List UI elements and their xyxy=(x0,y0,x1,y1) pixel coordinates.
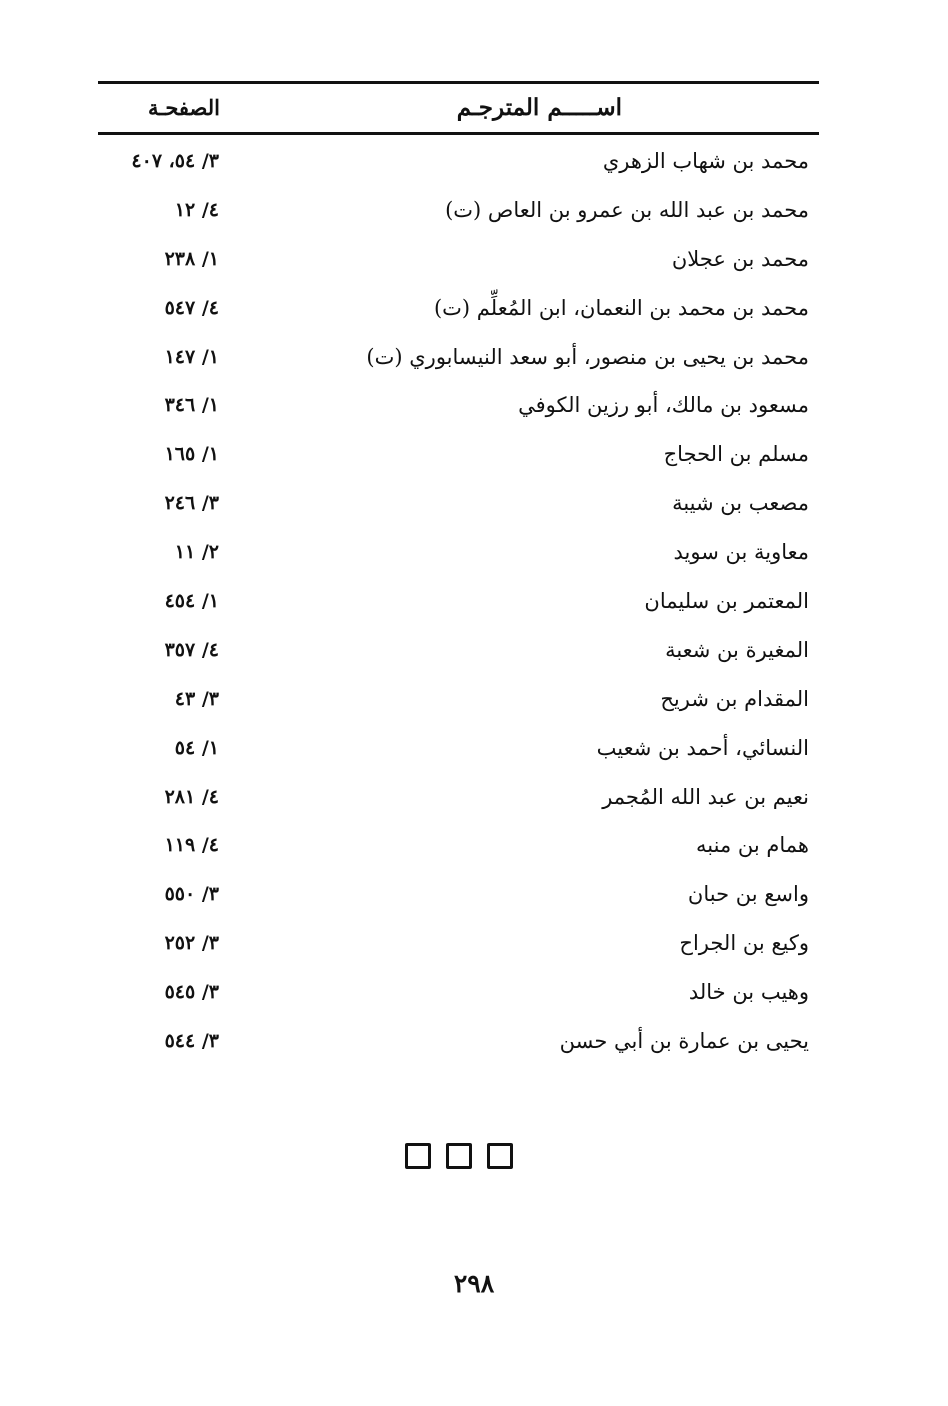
entry-name: نعيم بن عبد الله المُجمر xyxy=(602,784,809,809)
entry-page-reference: ١/ ١٦٥ xyxy=(164,443,219,466)
list-item xyxy=(98,920,819,969)
square-ornament-icon xyxy=(487,1143,513,1169)
entry-page-reference: ١/ ٤٥٤ xyxy=(164,590,219,613)
entry-name: محمد بن عبد الله بن عمرو بن العاص (ت) xyxy=(445,197,809,222)
entry-page-reference: ٣/ ٤٣ xyxy=(174,687,219,710)
list-item xyxy=(98,822,819,871)
entry-name: النسائي، أحمد بن شعيب xyxy=(596,735,809,760)
entry-name: همام بن منبه xyxy=(696,833,809,858)
entry-name: المغيرة بن شعبة xyxy=(665,637,809,662)
entry-name: وكيع بن الجراح xyxy=(679,931,809,956)
list-item xyxy=(98,676,819,725)
entry-name: المعتمر بن سليمان xyxy=(644,589,809,614)
entry-name: يحيى بن عمارة بن أبي حسن xyxy=(559,1029,809,1054)
name-column-header: اســـــم المترجـم xyxy=(456,94,622,121)
list-item xyxy=(98,529,819,578)
entry-name: مسعود بن مالك، أبو رزين الكوفي xyxy=(518,393,809,418)
top-rule xyxy=(98,81,819,84)
list-item xyxy=(98,774,819,823)
list-item xyxy=(98,138,819,187)
entry-page-reference: ٣/ ٥٤٤ xyxy=(164,1030,219,1053)
entry-page-reference: ٤/ ٣٥٧ xyxy=(164,638,219,661)
list-item xyxy=(98,285,819,334)
square-ornament-icon xyxy=(446,1143,472,1169)
entry-page-reference: ١/ ٥٤ xyxy=(174,736,219,759)
list-item xyxy=(98,480,819,529)
page-column-header: الصفحـة xyxy=(147,95,220,120)
entry-page-reference: ٤/ ٢٨١ xyxy=(164,785,219,808)
entry-name: معاوية بن سويد xyxy=(673,540,809,565)
entry-name: واسع بن حبان xyxy=(687,882,809,907)
entry-page-reference: ٣/ ٥٥٠ xyxy=(164,883,219,906)
list-item xyxy=(98,334,819,383)
list-item xyxy=(98,187,819,236)
entry-page-reference: ٣/ ٥٤، ٤٠٧ xyxy=(131,150,219,172)
list-item xyxy=(98,725,819,774)
square-ornament-icon xyxy=(405,1143,431,1169)
entry-name: محمد بن يحيى بن منصور، أبو سعد النيسابوري (ت) xyxy=(366,344,809,369)
entry-name: محمد بن عجلان xyxy=(671,246,809,271)
list-item xyxy=(98,236,819,285)
section-end-ornament xyxy=(405,1143,513,1171)
entry-page-reference: ١/ ٢٣٨ xyxy=(164,247,219,270)
entry-page-reference: ٤/ ٥٤٧ xyxy=(164,296,219,319)
entry-page-reference: ٣/ ٢٤٦ xyxy=(164,492,219,515)
index-list xyxy=(98,138,819,1067)
list-item xyxy=(98,382,819,431)
entry-page-reference: ٣/ ٥٤٥ xyxy=(164,981,219,1004)
list-item xyxy=(98,1018,819,1067)
entry-page-reference: ٤/ ١٢ xyxy=(174,198,219,221)
list-item xyxy=(98,871,819,920)
entry-page-reference: ٤/ ١١٩ xyxy=(164,834,219,857)
page-number: ٢٩٨ xyxy=(453,1269,495,1298)
entry-name: مصعب بن شيبة xyxy=(672,491,809,516)
entry-page-reference: ١/ ٣٤٦ xyxy=(164,394,219,417)
entry-name: مسلم بن الحجاج xyxy=(663,442,809,467)
header-rule xyxy=(98,132,819,135)
entry-name: المقدام بن شريح xyxy=(660,686,809,711)
list-item xyxy=(98,627,819,676)
entry-name: محمد بن شهاب الزهري xyxy=(602,149,809,173)
list-item xyxy=(98,969,819,1018)
entry-name: محمد بن محمد بن النعمان، ابن المُعلِّم (ت) xyxy=(433,295,809,320)
entry-name: وهيب بن خالد xyxy=(688,980,809,1005)
entry-page-reference: ٣/ ٢٥٢ xyxy=(164,932,219,955)
list-item xyxy=(98,431,819,480)
list-item xyxy=(98,578,819,627)
entry-page-reference: ٢/ ١١ xyxy=(174,541,219,564)
entry-page-reference: ١/ ١٤٧ xyxy=(164,345,219,368)
